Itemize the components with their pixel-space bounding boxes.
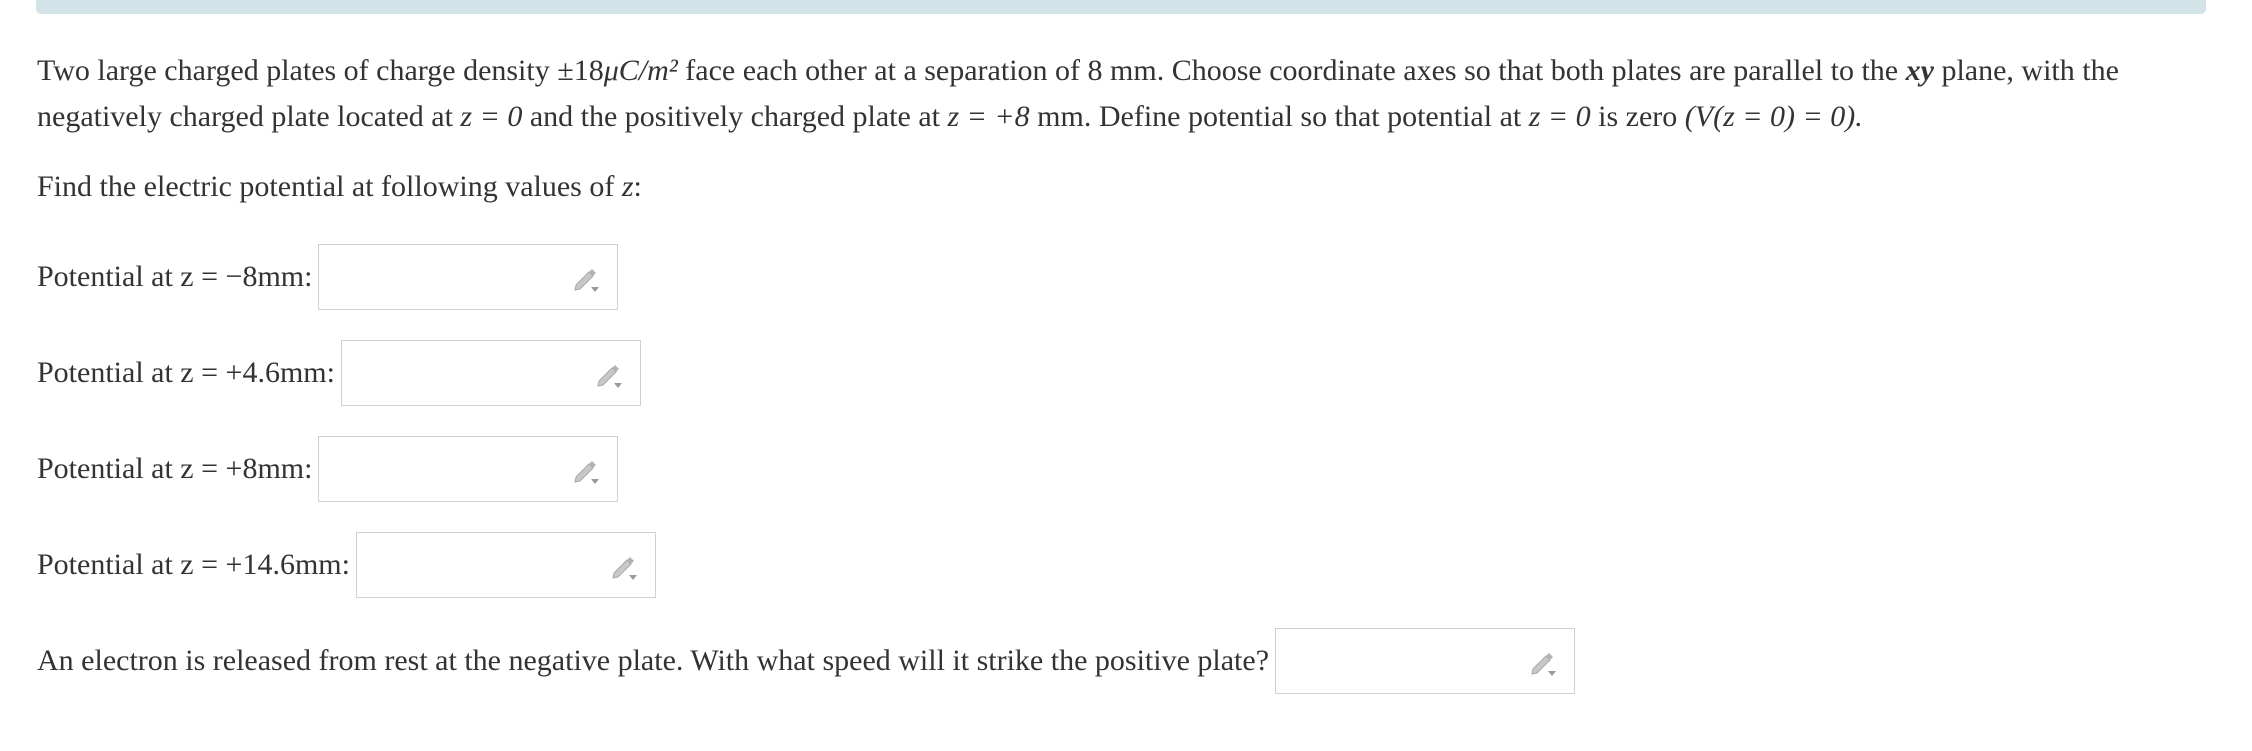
answer-input-1[interactable] (318, 244, 618, 310)
intro-vz: (V(z = 0) = 0). (1684, 100, 1863, 133)
question-label-2: Potential at z = +4.6mm: (37, 356, 335, 389)
intro-z0: z = 0 (460, 100, 523, 133)
pencil-dropdown-icon[interactable] (571, 263, 603, 295)
question-label-5: An electron is released from rest at the negative plate. With what speed will it strike the positive plate? (37, 644, 1270, 677)
prompt-end: : (633, 170, 642, 203)
intro-text-5: mm. Define potential so that potential at (1029, 100, 1529, 133)
pencil-dropdown-icon[interactable] (1528, 647, 1560, 679)
question-label-1: Potential at z = −8mm: (37, 260, 313, 293)
question-row-4 (37, 532, 2217, 598)
prompt-var: z (621, 170, 634, 203)
intro-text-6: is zero (1590, 100, 1685, 133)
intro-unit: μC/m² (603, 54, 678, 87)
intro-z0b: z = 0 (1528, 100, 1591, 133)
answer-input-3[interactable] (318, 436, 618, 502)
intro-text-4: and the positively charged plate at (522, 100, 948, 133)
question-row-1 (37, 244, 2217, 310)
intro-z8: z = +8 (947, 100, 1030, 133)
intro-xy: xy (1905, 54, 1934, 87)
top-bar (36, 0, 2206, 14)
question-label-4: Potential at z = +14.6mm: (37, 548, 350, 581)
intro-text-3: plane, with the negatively charged plate located at (37, 54, 2119, 133)
answer-input-4[interactable] (356, 532, 656, 598)
pencil-dropdown-icon[interactable] (571, 455, 603, 487)
question-row-5 (37, 628, 2217, 694)
answer-input-5[interactable] (1275, 628, 1575, 694)
intro-text-1: Two large charged plates of charge density ±18 (37, 54, 604, 87)
prompt-text: Find the electric potential at following values of (37, 170, 622, 203)
question-row-2 (37, 340, 2217, 406)
pencil-dropdown-icon[interactable] (594, 359, 626, 391)
question-content (37, 48, 2217, 694)
question-label-3: Potential at z = +8mm: (37, 452, 313, 485)
answer-input-2[interactable] (341, 340, 641, 406)
problem-statement (37, 48, 2217, 140)
question-row-3 (37, 436, 2217, 502)
intro-text-2: face each other at a separation of 8 mm. Choose coordinate axes so that both plates are parallel to the (677, 54, 1906, 87)
prompt (37, 164, 2217, 210)
pencil-dropdown-icon[interactable] (609, 551, 641, 583)
